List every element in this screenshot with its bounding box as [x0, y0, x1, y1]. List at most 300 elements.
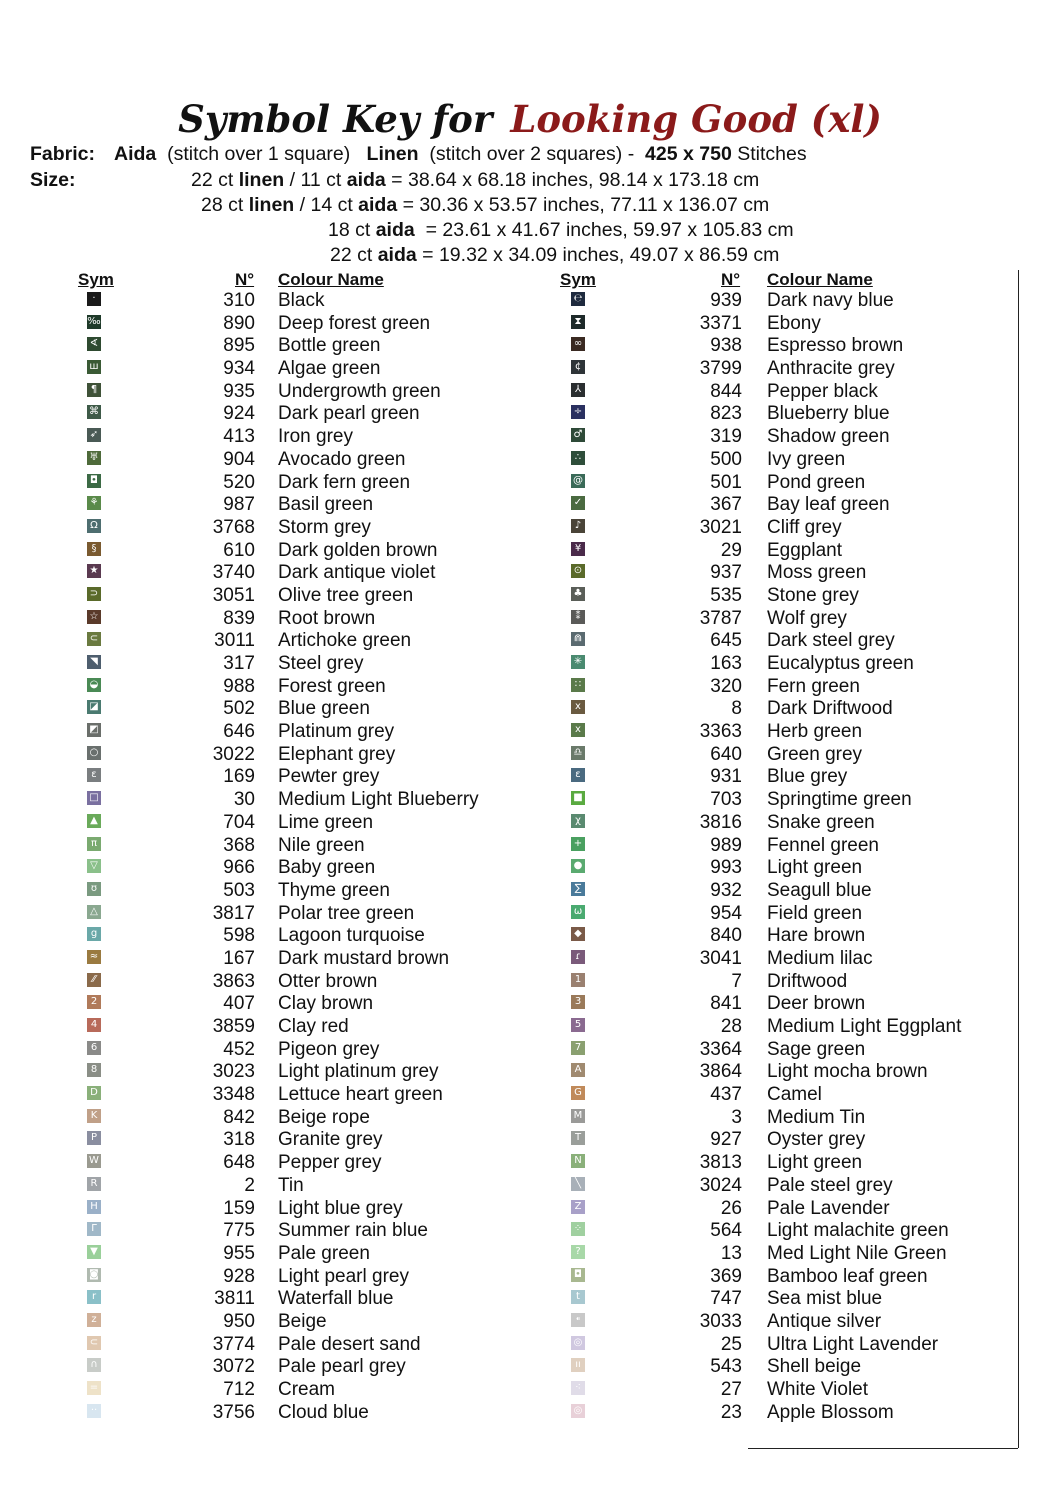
symbol-swatch: ≈ [87, 950, 101, 964]
symbol-swatch: ➶ [87, 428, 101, 442]
thread-number: 367 [710, 494, 742, 516]
thread-number: 407 [223, 993, 255, 1015]
symbol-swatch: △ [87, 905, 101, 919]
colour-name: White Violet [767, 1379, 869, 1400]
thread-number: 3817 [212, 902, 255, 924]
colour-name: Espresso brown [767, 335, 904, 357]
symbol-swatch: ■ [571, 791, 585, 805]
key-row [0, 290, 1060, 313]
colour-name: Algae green [278, 358, 381, 380]
right-border-rule [1018, 270, 1019, 1448]
colour-name: Baby green [278, 857, 376, 879]
symbol-swatch: g [87, 927, 101, 941]
symbol-swatch: D [87, 1086, 101, 1100]
key-row [0, 1356, 1060, 1379]
thread-number: 932 [710, 879, 742, 901]
thread-number: 3740 [212, 562, 255, 584]
size-line [201, 193, 769, 218]
key-row [0, 1243, 1060, 1266]
colour-name: Oyster grey [767, 1129, 866, 1151]
symbol-swatch: ∑ [571, 882, 585, 896]
symbol-swatch: ∢ [87, 337, 101, 351]
symbol-swatch: ✳ [571, 655, 585, 669]
key-row [0, 903, 1060, 926]
colour-name: Beige [278, 1310, 327, 1332]
key-row [0, 403, 1060, 426]
colour-name: Springtime green [767, 789, 912, 811]
thread-number: 3774 [212, 1333, 255, 1355]
symbol-swatch: ◎ [571, 1404, 585, 1418]
thread-number: 159 [223, 1197, 255, 1219]
thread-number: 3 [731, 1106, 742, 1128]
colour-name: Artichoke green [278, 630, 412, 652]
colour-name: Pewter grey [278, 766, 380, 788]
left-num-header: N° [235, 270, 255, 289]
symbol-swatch: ε [571, 768, 585, 782]
colour-name: Med Light Nile Green [767, 1242, 947, 1264]
symbol-swatch: A [571, 1063, 585, 1077]
colour-name: Medium Light Eggplant [767, 1016, 962, 1037]
fabric-line [114, 142, 807, 167]
size-line-b2: aida [377, 244, 417, 266]
pattern-name: Looking Good (xl) [510, 97, 882, 141]
size-line-b2: aida [358, 194, 398, 216]
thread-number: 520 [223, 471, 255, 493]
key-row [0, 1039, 1060, 1062]
thread-number: 904 [223, 448, 255, 470]
colour-name: Field green [767, 902, 863, 924]
key-row [0, 494, 1060, 517]
colour-name: Eggplant [767, 539, 843, 561]
thread-number: 27 [720, 1379, 742, 1400]
symbol-swatch: ♪ [571, 519, 585, 533]
symbol-swatch: χ [571, 814, 585, 828]
symbol-swatch: ⚘ [87, 496, 101, 510]
symbol-swatch: P [87, 1131, 101, 1145]
colour-name: Bamboo leaf green [767, 1265, 928, 1287]
thread-number: 163 [710, 653, 742, 674]
key-row [0, 335, 1060, 358]
colour-name: Camel [767, 1084, 822, 1106]
colour-name: Driftwood [767, 970, 848, 992]
thread-number: 950 [223, 1310, 255, 1332]
symbol-swatch: □ [87, 791, 101, 805]
fabric-aida: Aida [114, 143, 157, 165]
symbol-swatch: ◩ [87, 723, 101, 737]
colour-name: Blue green [278, 698, 370, 720]
key-row [0, 540, 1060, 563]
size-label: Size: [30, 169, 76, 191]
symbol-swatch: § [87, 542, 101, 556]
colour-name: Olive tree green [278, 584, 414, 606]
symbol-swatch: N [571, 1154, 585, 1168]
symbol-swatch: ⊂ [87, 1336, 101, 1350]
key-row [0, 358, 1060, 381]
colour-name: Tin [278, 1174, 304, 1196]
thread-number: 3011 [214, 630, 255, 652]
thread-number: 842 [223, 1106, 255, 1128]
symbol-swatch: · [87, 292, 101, 306]
colour-name: Pale pearl grey [278, 1356, 406, 1378]
colour-name: Bottle green [278, 335, 381, 357]
thread-number: 927 [710, 1129, 742, 1151]
key-row [0, 1129, 1060, 1152]
symbol-swatch: ⅄ [571, 383, 585, 397]
thread-number: 7 [731, 970, 742, 992]
symbol-swatch: 6 [87, 1041, 101, 1055]
thread-number: 703 [710, 789, 742, 811]
key-row [0, 1152, 1060, 1175]
symbol-swatch: ∴ [571, 451, 585, 465]
title-prefix: Symbol Key for [178, 97, 493, 141]
key-row [0, 1220, 1060, 1243]
thread-number: 3799 [699, 358, 742, 380]
thread-number: 3811 [214, 1288, 255, 1310]
colour-name: Pale Lavender [767, 1197, 890, 1219]
thread-number: 775 [223, 1220, 255, 1242]
symbol-swatch: T [571, 1131, 585, 1145]
colour-name: Summer rain blue [278, 1220, 428, 1242]
colour-name: Light green [767, 1152, 863, 1174]
thread-number: 3024 [699, 1174, 742, 1196]
size-line-b2: aida [346, 169, 386, 191]
symbol-swatch: π [87, 837, 101, 851]
colour-name: Anthracite grey [767, 358, 895, 380]
symbol-swatch: ⁑ [571, 610, 585, 624]
thread-number: 3072 [212, 1356, 255, 1378]
symbol-swatch: ɾ [571, 950, 585, 964]
thread-number: 3859 [212, 1016, 255, 1037]
colour-name: Medium Tin [767, 1106, 866, 1128]
colour-name: Sea mist blue [767, 1288, 883, 1310]
thread-number: 437 [710, 1084, 742, 1106]
colour-name: Elephant grey [278, 743, 396, 765]
colour-name: Wolf grey [767, 607, 847, 629]
stitch-dimensions: 425 x 750 [645, 143, 732, 165]
colour-name: Antique silver [767, 1310, 882, 1332]
colour-name: Light platinum grey [278, 1061, 439, 1083]
key-row [0, 993, 1060, 1016]
colour-name: Pale steel grey [767, 1174, 893, 1196]
colour-name: Waterfall blue [278, 1288, 394, 1310]
symbol-swatch: ∩ [87, 1358, 101, 1372]
colour-name: Ultra Light Lavender [767, 1333, 939, 1355]
symbol-swatch: ш [87, 360, 101, 374]
colour-name: Avocado green [278, 448, 406, 470]
key-row [0, 585, 1060, 608]
colour-name: Medium lilac [767, 947, 873, 969]
colour-name: Dark navy blue [767, 290, 894, 311]
symbol-swatch: ⁘ [571, 1222, 585, 1236]
key-row [0, 1107, 1060, 1130]
symbol-swatch: ♎ [571, 746, 585, 760]
symbol-swatch: ⋒ [571, 632, 585, 646]
colour-name: Polar tree green [278, 902, 415, 924]
symbol-swatch: W [87, 1154, 101, 1168]
colour-name: Fern green [767, 675, 860, 697]
thread-number: 502 [223, 698, 255, 720]
thread-number: 890 [223, 312, 255, 334]
colour-name: Cliff grey [767, 516, 842, 538]
colour-name: Green grey [767, 743, 863, 765]
right-num-header: N° [721, 270, 741, 289]
colour-name: Apple Blossom [767, 1401, 894, 1423]
thread-number: 989 [710, 834, 742, 856]
thread-number: 29 [720, 539, 742, 561]
thread-number: 13 [720, 1242, 742, 1264]
thread-number: 3363 [699, 721, 742, 743]
symbol-swatch: ♣ [571, 587, 585, 601]
symbol-swatch: ⊂ [87, 632, 101, 646]
key-row [0, 381, 1060, 404]
symbol-swatch: r [87, 1290, 101, 1304]
colour-name: Storm grey [278, 516, 371, 538]
thread-number: 646 [223, 721, 255, 743]
thread-number: 712 [223, 1379, 255, 1400]
symbol-swatch: ɛ [87, 768, 101, 782]
thread-number: 937 [710, 562, 742, 584]
size-line-pre: 18 ct [328, 219, 376, 241]
thread-number: 318 [223, 1129, 255, 1151]
key-row [0, 676, 1060, 699]
thread-number: 938 [710, 335, 742, 357]
colour-name: Ivy green [767, 448, 846, 470]
colour-name: Light green [767, 857, 863, 879]
symbol-swatch: ▽ [87, 859, 101, 873]
thread-number: 317 [223, 653, 255, 674]
thread-number: 28 [720, 1016, 742, 1037]
thread-number: 955 [223, 1242, 255, 1264]
thread-number: 841 [710, 993, 742, 1015]
thread-number: 640 [710, 743, 742, 765]
symbol-swatch: G [571, 1086, 585, 1100]
thread-number: 3022 [212, 743, 255, 765]
key-row [0, 472, 1060, 495]
right-key-list [0, 290, 1060, 1424]
colour-name: Platinum grey [278, 721, 395, 743]
key-row [0, 630, 1060, 653]
key-row [0, 1084, 1060, 1107]
symbol-swatch: ✓ [571, 496, 585, 510]
left-sym-header: Sym [78, 270, 114, 289]
colour-name: Beige rope [278, 1106, 370, 1128]
colour-name: Dark antique violet [278, 562, 436, 584]
key-row [0, 812, 1060, 835]
thread-number: 452 [223, 1038, 255, 1060]
colour-name: Iron grey [278, 426, 353, 448]
thread-number: 895 [223, 335, 255, 357]
symbol-swatch: ⧗ [571, 315, 585, 329]
thread-number: 535 [710, 584, 742, 606]
size-line-b1: linen [238, 169, 285, 191]
thread-number: 3787 [699, 607, 742, 629]
key-row [0, 971, 1060, 994]
thread-number: 501 [710, 471, 742, 493]
thread-number: 3863 [212, 970, 255, 992]
colour-name: Deep forest green [278, 312, 431, 334]
colour-name: Dark mustard brown [278, 947, 450, 969]
symbol-swatch: ◥ [87, 655, 101, 669]
thread-number: 169 [223, 766, 255, 788]
size-line-post: = 23.61 x 41.67 inches, 59.97 x 105.83 cm [414, 219, 794, 241]
symbol-swatch: ▼ [87, 1245, 101, 1259]
thread-number: 966 [223, 857, 255, 879]
thread-number: 3768 [212, 516, 255, 538]
size-line-mid: / 14 ct [294, 194, 359, 216]
colour-name: Eucalyptus green [767, 653, 914, 674]
colour-name: Pale desert sand [278, 1333, 421, 1355]
colour-name: Nile green [278, 834, 365, 856]
colour-name: Dark fern green [278, 471, 411, 493]
thread-number: 368 [223, 834, 255, 856]
symbol-swatch: ▲ [87, 814, 101, 828]
thread-number: 3816 [699, 811, 742, 833]
thread-number: 844 [710, 380, 742, 402]
size-line-b1: linen [248, 194, 295, 216]
key-row [0, 313, 1060, 336]
colour-name: Undergrowth green [278, 380, 441, 402]
thread-number: 30 [233, 789, 255, 811]
bottom-border-rule [748, 1448, 1018, 1449]
key-row [0, 1198, 1060, 1221]
key-row [0, 698, 1060, 721]
colour-name: Blueberry blue [767, 403, 890, 425]
colour-name: Black [278, 290, 325, 311]
symbol-swatch: ◆ [571, 927, 585, 941]
colour-name: Ebony [767, 312, 821, 334]
symbol-swatch: t [571, 1290, 585, 1304]
key-row [0, 1334, 1060, 1357]
thread-number: 3864 [699, 1061, 742, 1083]
symbol-swatch: ∷ [571, 678, 585, 692]
symbol-swatch: ◪ [87, 700, 101, 714]
size-line-post: = 30.36 x 53.57 inches, 77.11 x 136.07 cm [397, 194, 770, 216]
colour-name: Pale green [278, 1242, 370, 1264]
fabric-label: Fabric: [30, 143, 96, 165]
symbol-swatch: 8 [87, 1063, 101, 1077]
key-row [0, 1175, 1060, 1198]
symbol-swatch: ◎ [571, 1336, 585, 1350]
thread-number: 924 [223, 403, 255, 425]
symbol-swatch: R [87, 1177, 101, 1191]
thread-number: 2 [244, 1174, 255, 1196]
thread-number: 648 [223, 1152, 255, 1174]
size-line-pre: 22 ct [191, 169, 239, 191]
thread-number: 3023 [212, 1061, 255, 1083]
symbol-swatch: 3 [571, 995, 585, 1009]
symbol-swatch: ⊙ [571, 564, 585, 578]
symbol-swatch: 7 [571, 1041, 585, 1055]
thread-number: 928 [223, 1265, 255, 1287]
symbol-swatch: ⅹ [571, 700, 585, 714]
colour-name: Shadow green [767, 426, 890, 448]
thread-number: 935 [223, 380, 255, 402]
thread-number: 23 [720, 1401, 742, 1423]
colour-name: Blue grey [767, 766, 848, 788]
colour-name: Light pearl grey [278, 1265, 409, 1287]
thread-number: 598 [223, 925, 255, 947]
symbol-swatch: ℮ [571, 292, 585, 306]
symbol-swatch: x [571, 723, 585, 737]
symbol-swatch: ○ [87, 746, 101, 760]
size-line-b2: aida [375, 219, 415, 241]
size-line [191, 168, 759, 193]
fabric-aida-note: (stitch over 1 square) [167, 143, 351, 165]
key-row [0, 653, 1060, 676]
thread-number: 413 [223, 426, 255, 448]
symbol-swatch: ÷ [571, 405, 585, 419]
symbol-swatch: ¶ [87, 383, 101, 397]
colour-name: Fennel green [767, 834, 879, 856]
symbol-swatch: ♅ [87, 451, 101, 465]
thread-number: 3756 [212, 1401, 255, 1423]
colour-name: Lettuce heart green [278, 1084, 443, 1106]
thread-number: 319 [710, 426, 742, 448]
key-row [0, 449, 1060, 472]
page-title [0, 92, 1060, 146]
thread-number: 320 [710, 675, 742, 697]
symbol-swatch: ‰ [87, 315, 101, 327]
thread-number: 993 [710, 857, 742, 879]
colour-name: Clay brown [278, 993, 374, 1015]
symbol-swatch: ıı [571, 1358, 585, 1372]
thread-number: 3813 [699, 1152, 742, 1174]
colour-name: Medium Light Blueberry [278, 789, 479, 811]
colour-name: Hare brown [767, 925, 866, 947]
colour-name: Seagull blue [767, 879, 872, 901]
thread-number: 931 [710, 766, 742, 788]
size-line-post: = 19.32 x 34.09 inches, 49.07 x 86.59 cm [416, 244, 780, 266]
thread-number: 564 [710, 1220, 742, 1242]
thread-number: 610 [223, 539, 255, 561]
symbol-swatch: + [571, 837, 585, 851]
colour-name: Cream [278, 1379, 336, 1400]
key-row [0, 1288, 1060, 1311]
colour-name: Steel grey [278, 653, 364, 674]
thread-number: 3041 [699, 947, 742, 969]
key-row [0, 608, 1060, 631]
key-row [0, 721, 1060, 744]
key-row [0, 1061, 1060, 1084]
key-row [0, 789, 1060, 812]
key-row [0, 744, 1060, 767]
colour-name: Herb green [767, 721, 863, 743]
key-row [0, 857, 1060, 880]
symbol-swatch: ★ [87, 564, 101, 578]
stitches-label: Stitches [737, 143, 807, 165]
key-row [0, 562, 1060, 585]
colour-name: Pigeon grey [278, 1038, 380, 1060]
symbol-swatch: 5 [571, 1018, 585, 1032]
fabric-linen-note: (stitch over 2 squares) - [429, 143, 635, 165]
key-row [0, 766, 1060, 789]
thread-number: 988 [223, 675, 255, 697]
colour-name: Granite grey [278, 1129, 383, 1151]
symbol-swatch: ·· [87, 1404, 101, 1418]
colour-name: Shell beige [767, 1356, 862, 1378]
symbol-swatch: ♂ [571, 428, 585, 442]
thread-number: 3348 [212, 1084, 255, 1106]
colour-name: Basil green [278, 494, 374, 516]
symbol-swatch: ω [571, 905, 585, 919]
thread-number: 823 [710, 403, 742, 425]
colour-name: Lime green [278, 811, 374, 833]
colour-name: Sage green [767, 1038, 866, 1060]
symbol-swatch: ╲ [571, 1177, 585, 1191]
colour-name: Dark Driftwood [767, 698, 893, 720]
symbol-swatch: @ [573, 474, 583, 486]
symbol-swatch: Z [571, 1200, 585, 1214]
